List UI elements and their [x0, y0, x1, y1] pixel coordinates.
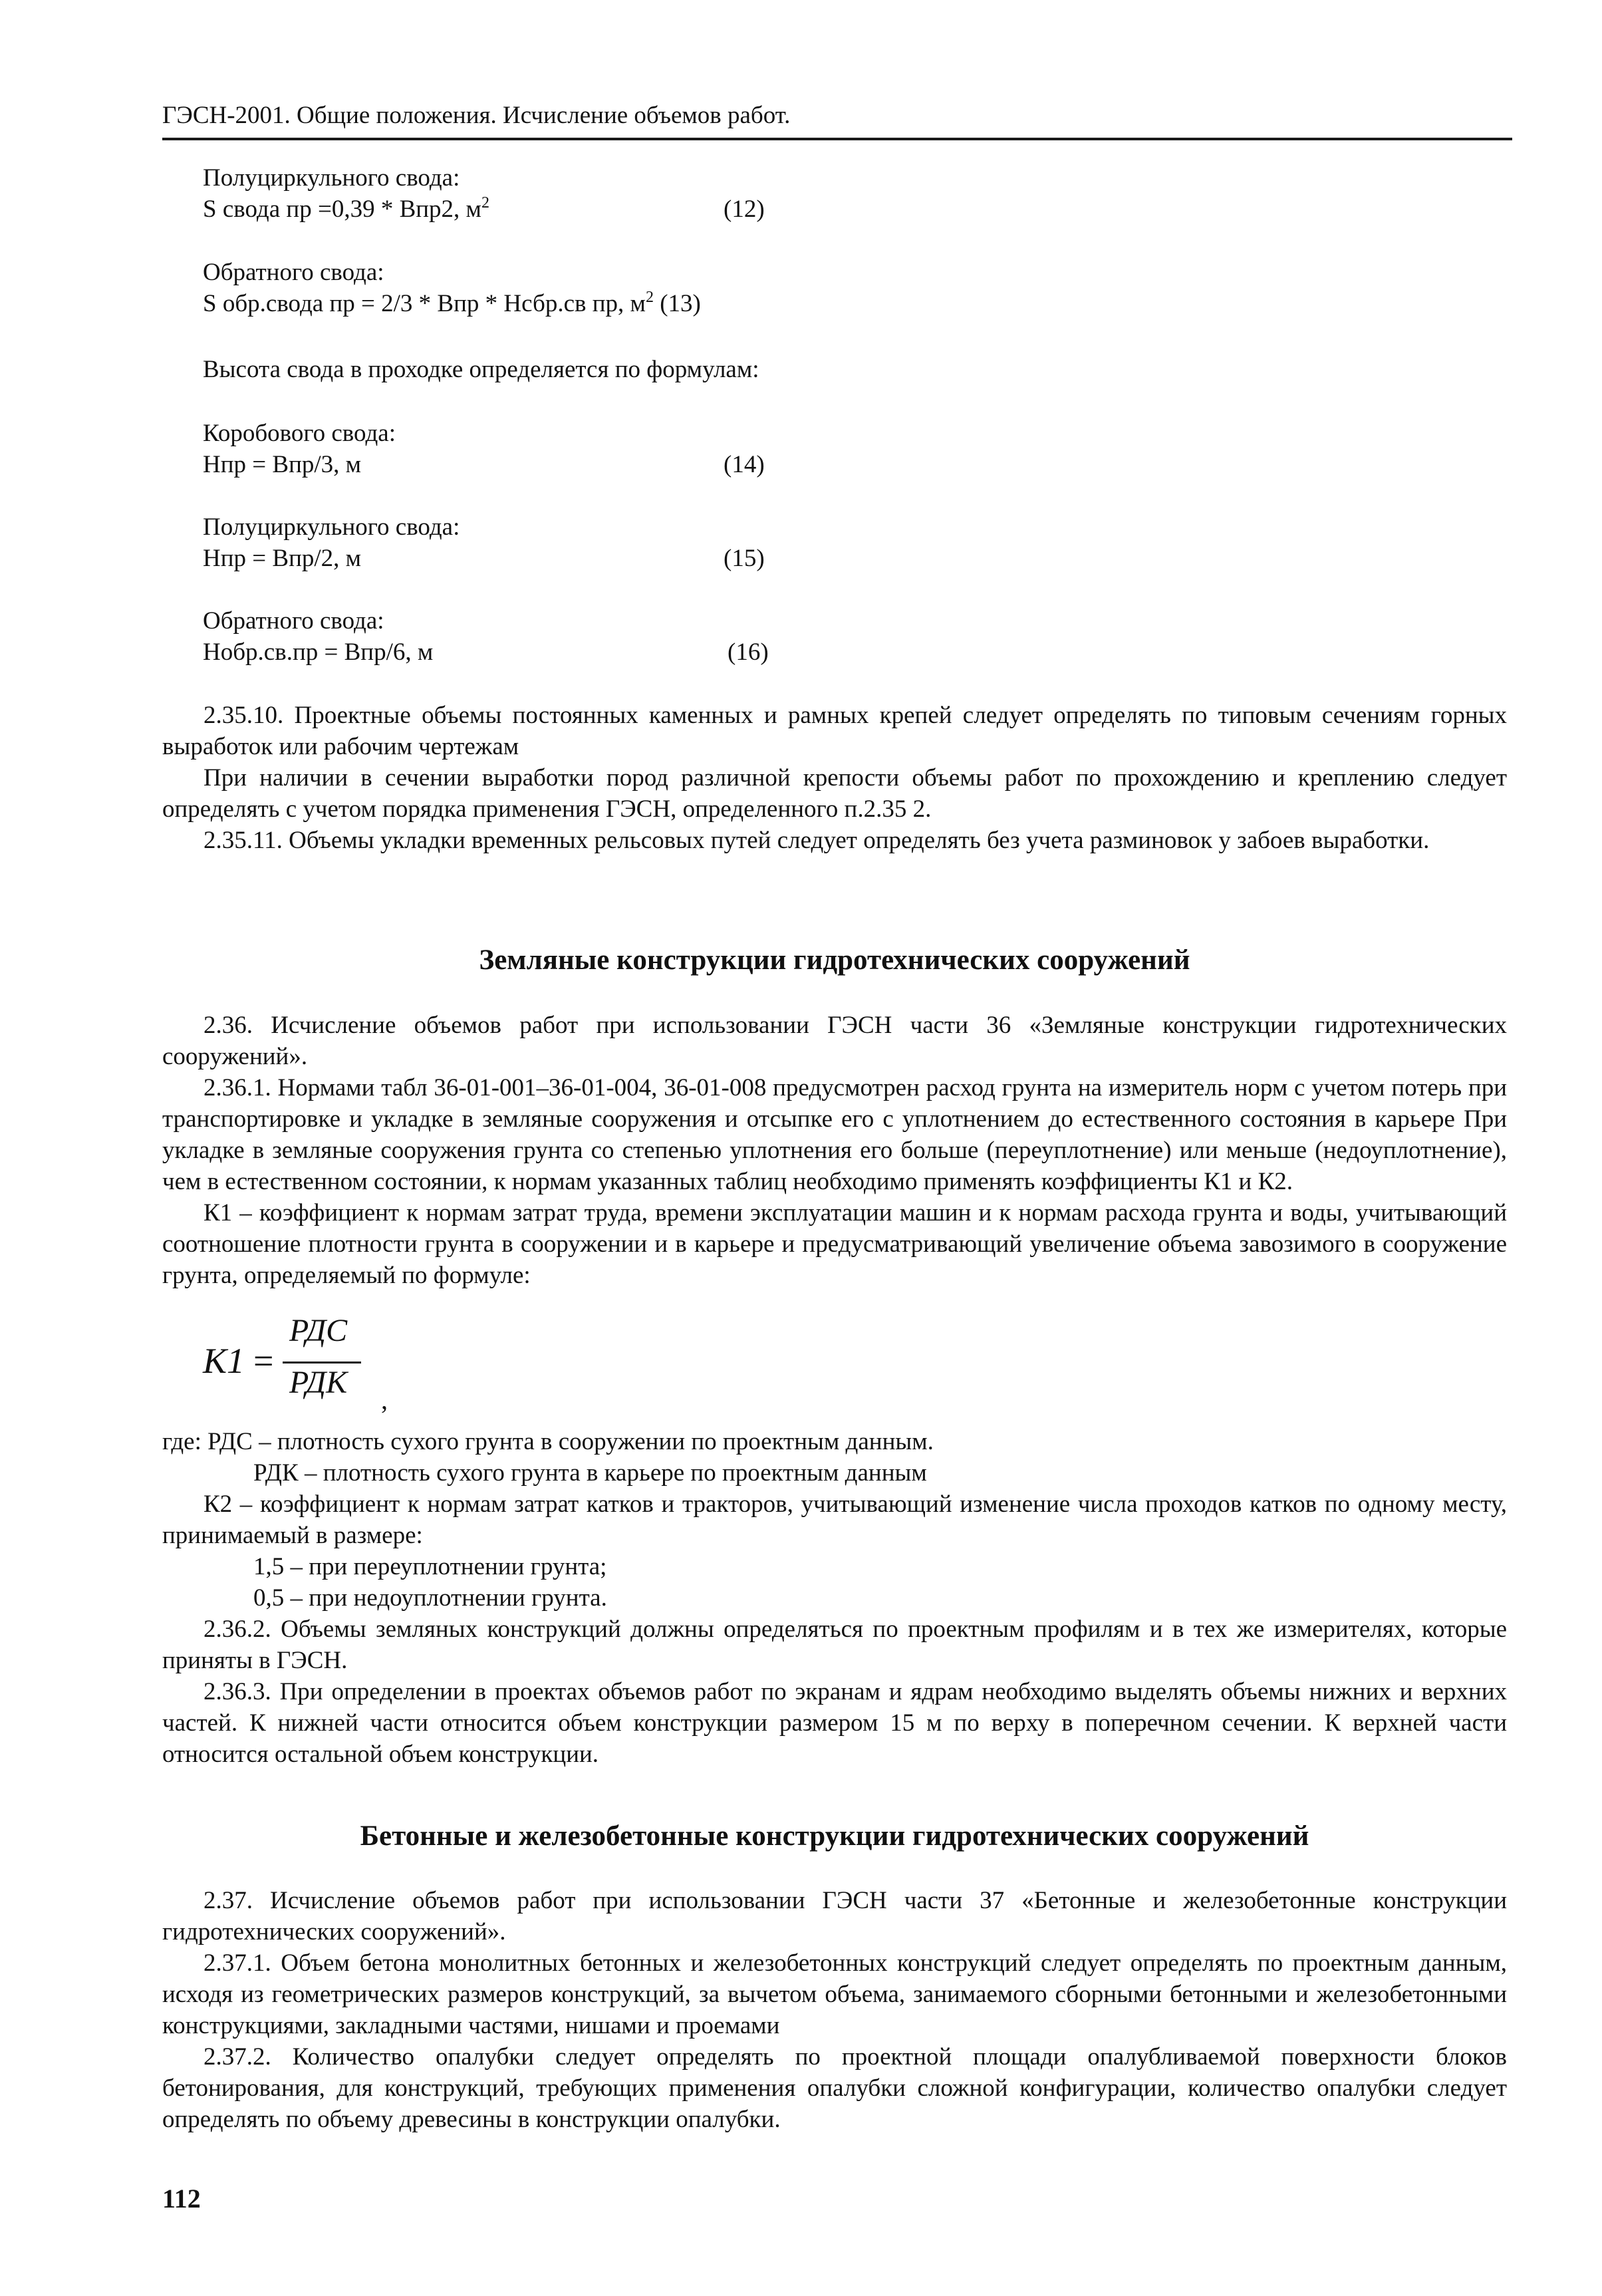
- formula-denominator: РДК: [289, 1365, 347, 1400]
- formula-caption-13: Обратного свода:: [203, 259, 384, 286]
- paragraphs-2-36: [162, 1010, 1507, 1291]
- paragraph: 2.35.10. Проектные объемы постоянных каменных и рамных крепей следует определять по типовым сечениям горных выработок или рабочим чертежам: [162, 702, 1507, 760]
- formula-14: Нпр = Впр/3, м: [203, 451, 362, 478]
- formula-16: Нобр.св.пр = Впр/6, м: [203, 639, 434, 666]
- formula-comma: ,: [381, 1385, 388, 1415]
- where-line: РДК – плотность сухого грунта в карьере по проектным данным: [253, 1459, 927, 1487]
- k2-block: [162, 1489, 1507, 1551]
- where-line: где: РДС – плотность сухого грунта в сооружении по проектным данным.: [162, 1428, 934, 1455]
- section-heading: Земляные конструкции гидротехнических сооружений: [479, 944, 1190, 976]
- paragraph: 2.37. Исчисление объемов работ при использовании ГЭСН части 37 «Бетонные и железобетонные конструкции гидротехнических сооружений».: [162, 1887, 1507, 1945]
- formula-12: S свода пр =0,39 * Впр2, $м^2$: [203, 194, 489, 223]
- formula-number-15: (15): [724, 545, 765, 572]
- paragraph: К1 – коэффициент к нормам затрат труда, времени эксплуатации машин и к нормам расхода грунта и воды, учитывающий соотношение плотности грунта в сооружении и в карьере и предусматривающий увеличение объема завозимого в сооружение грунта, определяемый по формуле:: [162, 1199, 1507, 1289]
- k2-item: 1,5 – при переуплотнении грунта;: [253, 1553, 607, 1580]
- formula-lhs: К1: [203, 1341, 245, 1381]
- paragraph: 2.37.2. Количество опалубки следует определять по проектной площади опалубливаемой поверхности блоков бетонирования, для конструкций, требующих применения опалубки сложной конфигурации, количество опалубки следует определять по объему древесины в конструкции опалубки.: [162, 2043, 1507, 2133]
- paragraph: 2.36.2. Объемы земляных конструкций должны определяться по проектным профилям и в тех же измерителях, которые приняты в ГЭСН.: [162, 1616, 1507, 1674]
- formula-number-12: (12): [724, 196, 765, 223]
- paragraph: 2.36.3. При определении в проектах объемов работ по экранам и ядрам необходимо выделять объемы нижних и верхних частей. К нижней части относится объем конструкции размером 15 м по верху в поперечном сечении. К верхней части относится остальной объем конструкции.: [162, 1678, 1507, 1768]
- formula-15: Нпр = Впр/2, м: [203, 545, 362, 572]
- formula-number-16: (16): [728, 639, 769, 666]
- formula-caption-15: Полуциркульного свода:: [203, 513, 460, 541]
- paragraph: При наличии в сечении выработки пород различной крепости объемы работ по прохождению и креплению следует определять с учетом порядка применения ГЭСН, определенного п.2.35 2.: [162, 764, 1507, 823]
- formula-caption-16: Обратного свода:: [203, 607, 384, 635]
- formula-number-14: (14): [724, 451, 765, 478]
- paragraph: 2.35.11. Объемы укладки временных рельсовых путей следует определять без учета разминовок у забоев выработки.: [203, 827, 1430, 854]
- formula-13: S обр.свода пр = 2/3 * Впр * Нсбр.св пр, $м^2$ (13): [203, 289, 701, 317]
- paragraph: 2.37.1. Объем бетона монолитных бетонных и железобетонных конструкций следует определять по проектным данным, исходя из геометрических размеров конструкций, за вычетом объема, занимаемого сборными бетонными и железобетонными конструкциями, закладными частями, нишами и проемами: [162, 1949, 1507, 2039]
- header-rule: [162, 138, 1512, 140]
- paragraphs-2-37: [162, 1885, 1507, 2135]
- section-heading: Бетонные и железобетонные конструкции гидротехнических сооружений: [360, 1820, 1309, 1852]
- formula-equals: =: [253, 1341, 274, 1381]
- paragraphs-2-35: [162, 700, 1507, 856]
- k2-item: 0,5 – при недоуплотнении грунта.: [253, 1584, 607, 1612]
- height-intro: Высота свода в проходке определяется по формулам:: [203, 356, 759, 383]
- fraction-bar: [283, 1362, 361, 1363]
- paragraph: 2.36.1. Нормами табл 36-01-001–36-01-004, 36-01-008 предусмотрен расход грунта на измеритель норм с учетом потерь при транспортировке и укладке в земляные сооружения и отсыпке его с уплотнением до естественного состояния в карьере При укладке в земляные сооружения грунта со степенью уплотнения его больше (переуплотнение) или меньше (недоуплотнение), чем в естественном состоянии, к нормам указанных таблиц необходимо применять коэффициенты К1 и К2.: [162, 1074, 1507, 1195]
- formula-caption-14: Коробового свода:: [203, 420, 396, 447]
- formula-caption-12: Полуциркульного свода:: [203, 164, 460, 192]
- paragraphs-2-36-2: [162, 1614, 1507, 1770]
- formula-numerator: РДС: [289, 1313, 348, 1348]
- paragraph: 2.36. Исчисление объемов работ при использовании ГЭСН части 36 «Земляные конструкции гидротехнических сооружений».: [162, 1012, 1507, 1070]
- k1-formula: [203, 1312, 402, 1415]
- page-number: 112: [162, 2184, 201, 2214]
- running-header: ГЭСН-2001. Общие положения. Исчисление объемов работ.: [162, 102, 791, 129]
- paragraph: К2 – коэффициент к нормам затрат катков и тракторов, учитывающий изменение числа проходов катков по одному месту, принимаемый в размере:: [162, 1491, 1507, 1549]
